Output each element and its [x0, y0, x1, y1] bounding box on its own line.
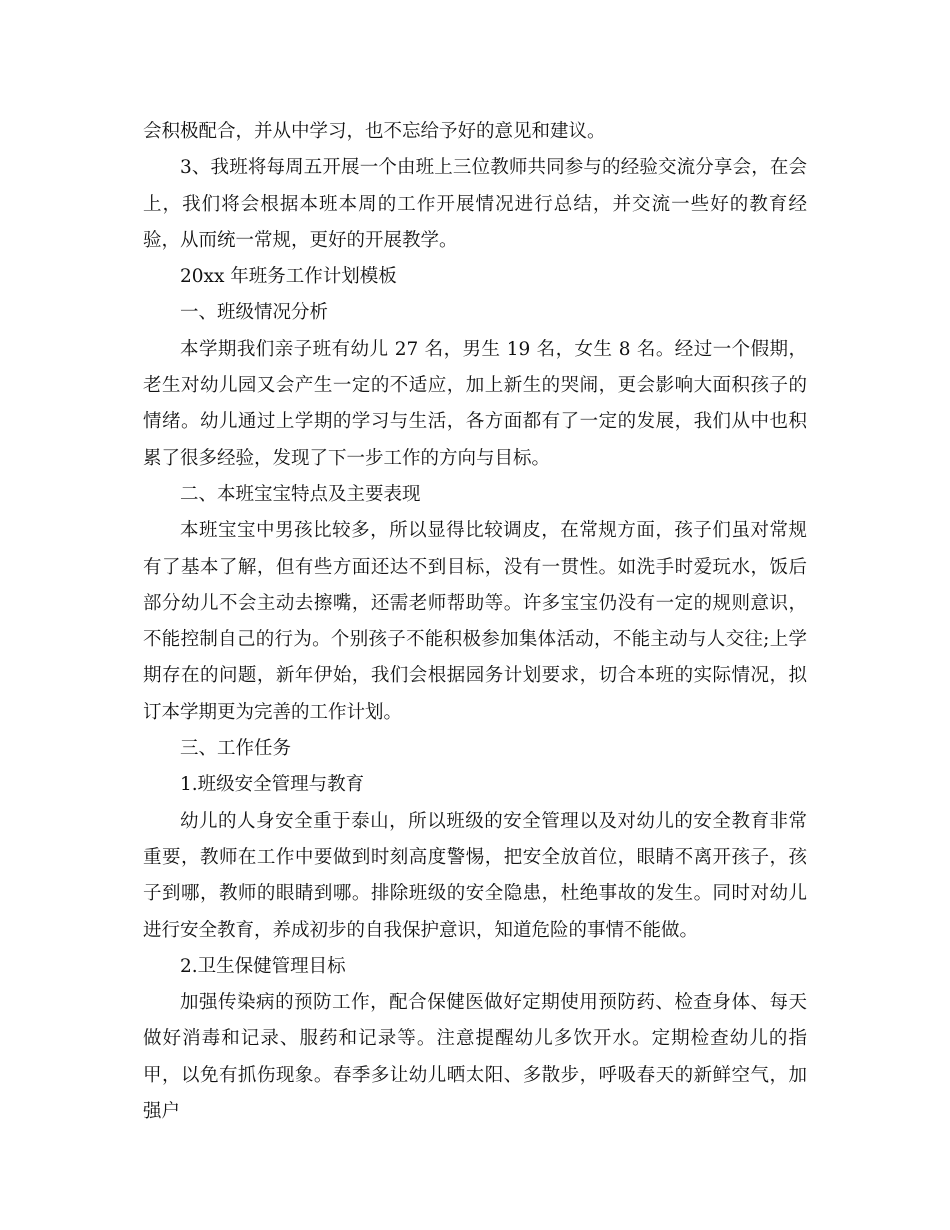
paragraph-continuation: 会积极配合，并从中学习，也不忘给予好的意见和建议。: [143, 121, 606, 142]
document-title: 20xx 年班务工作计划模板: [180, 266, 397, 288]
section-heading-class-analysis: 一、班级情况分析: [180, 302, 329, 324]
section-heading-characteristics: 二、本班宝宝特点及主要表现: [180, 483, 421, 505]
section-heading-tasks: 三、工作任务: [180, 738, 292, 760]
paragraph-class-analysis: 本学期我们亲子班有幼儿 27 名，男生 19 名，女生 8 名。经过一个假期，老生对幼儿园又会产生一定的不适应，加上新生的哭闹，更会影响大面积孩子的情绪。幼儿通过上学期的学习与生活，各方面都有了一定的发展，我们从中也积累了很多经验，发现了下一步工作的方向与目标。: [143, 338, 807, 469]
document-body: [143, 114, 807, 1130]
subheading-health: 2.卫生保健管理目标: [180, 955, 346, 977]
subheading-safety: 1.班级安全管理与教育: [180, 774, 365, 796]
paragraph-safety: 幼儿的人身安全重于泰山，所以班级的安全管理以及对幼儿的安全教育非常重要，教师在工作中要做到时刻高度警惕，把安全放首位，眼睛不离开孩子，孩子到哪，教师的眼睛到哪。排除班级的安全隐患，杜绝事故的发生。同时对幼儿进行安全教育，养成初步的自我保护意识，知道危险的事情不能做。: [143, 810, 807, 941]
paragraph-sharing-meeting: 3、我班将每周五开展一个由班上三位教师共同参与的经验交流分享会，在会上，我们将会根据本班本周的工作开展情况进行总结，并交流一些好的教育经验，从而统一常规，更好的开展教学。: [143, 157, 807, 251]
paragraph-health: 加强传染病的预防工作，配合保健医做好定期使用预防药、检查身体、每天做好消毒和记录、服药和记录等。注意提醒幼儿多饮开水。定期检查幼儿的指甲，以免有抓伤现象。春季多让幼儿晒太阳、多散步，呼吸春天的新鲜空气，加强户: [143, 992, 807, 1123]
paragraph-characteristics: 本班宝宝中男孩比较多，所以显得比较调皮，在常规方面，孩子们虽对常规有了基本了解，但有些方面还达不到目标，没有一贯性。如洗手时爱玩水，饭后部分幼儿不会主动去擦嘴，还需老师帮助等。许多宝宝仍没有一定的规则意识，不能控制自己的行为。个别孩子不能积极参加集体活动，不能主动与人交往;上学期存在的问题，新年伊始，我们会根据园务计划要求，切合本班的实际情况，拟订本学期更为完善的工作计划。: [143, 520, 807, 723]
